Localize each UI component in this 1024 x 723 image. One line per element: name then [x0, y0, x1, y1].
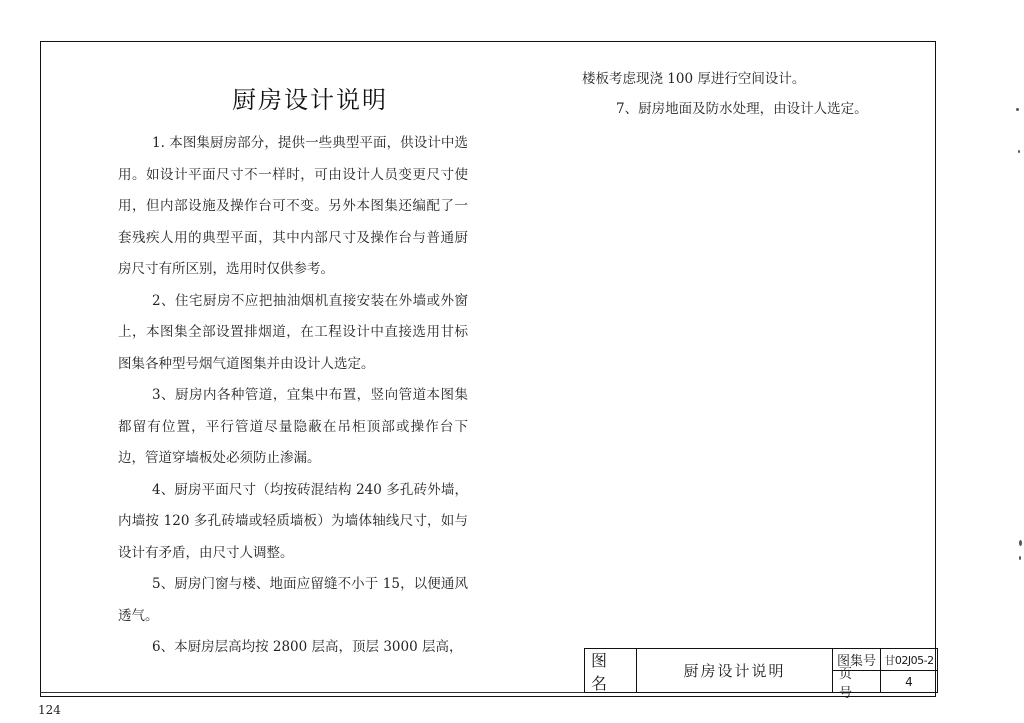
book-page-number: 124 — [38, 703, 61, 717]
paragraph-1: 1. 本图集厨房部分，提供一些典型平面，供设计中选用。如设计平面尺寸不一样时，可由设计人员变更尺寸使用，但内部设施及操作台可不变。另外本图集还编配了一套残疾人用的典型平面，其中内部尺寸及操作台与普通厨房尺寸有所区别，选用时仅供参考。 — [118, 135, 468, 277]
page-number-label: 页 号 — [833, 671, 881, 692]
paragraph-4: 4、厨房平面尺寸（均按砖混结构 240 多孔砖外墙，内墙按 120 多孔砖墙或轻质墙板）为墙体轴线尺寸，如与设计有矛盾，由尺寸人调整。 — [118, 481, 468, 561]
paragraph-5: 5、厨房门窗与楼、地面应留缝不小于 15，以便通风透气。 — [118, 576, 468, 624]
paragraph-7: 7、厨房地面及防水处理，由设计人选定。 — [616, 101, 868, 117]
paragraph-6-continued: 楼板考虑现浇 100 厚进行空间设计。 — [582, 71, 806, 87]
title-block — [584, 648, 938, 701]
atlas-number-label: 图集号 — [833, 649, 881, 671]
scan-speck — [1019, 556, 1021, 560]
page-title: 厨房设计说明 — [232, 86, 388, 114]
scan-speck — [1016, 108, 1019, 111]
scan-speck — [1018, 150, 1020, 153]
paragraph-3: 3、厨房内各种管道，宜集中布置，竖向管道本图集都留有位置，平行管道尽量隐蔽在吊柜顶部或操作台下边，管道穿墙板处必须防止渗漏。 — [118, 387, 468, 466]
scan-speck — [1019, 540, 1022, 546]
drawing-name-label: 图 名 — [585, 649, 637, 692]
paragraph-2: 2、住宅厨房不应把抽油烟机直接安装在外墙或外窗上，本图集全部设置排烟道，在工程设计中直接选用甘标图集各种型号烟气道图集并由设计人选定。 — [118, 292, 468, 372]
atlas-number-value: 甘02J05-2 — [881, 649, 937, 671]
right-text-column — [582, 64, 882, 124]
paragraph-6: 6、本厨房层高均按 2800 层高，顶层 3000 层高， — [152, 639, 463, 655]
page-number-value: 4 — [905, 674, 913, 689]
drawing-name-value: 厨房设计说明 — [637, 649, 833, 692]
left-text-column — [118, 128, 468, 664]
